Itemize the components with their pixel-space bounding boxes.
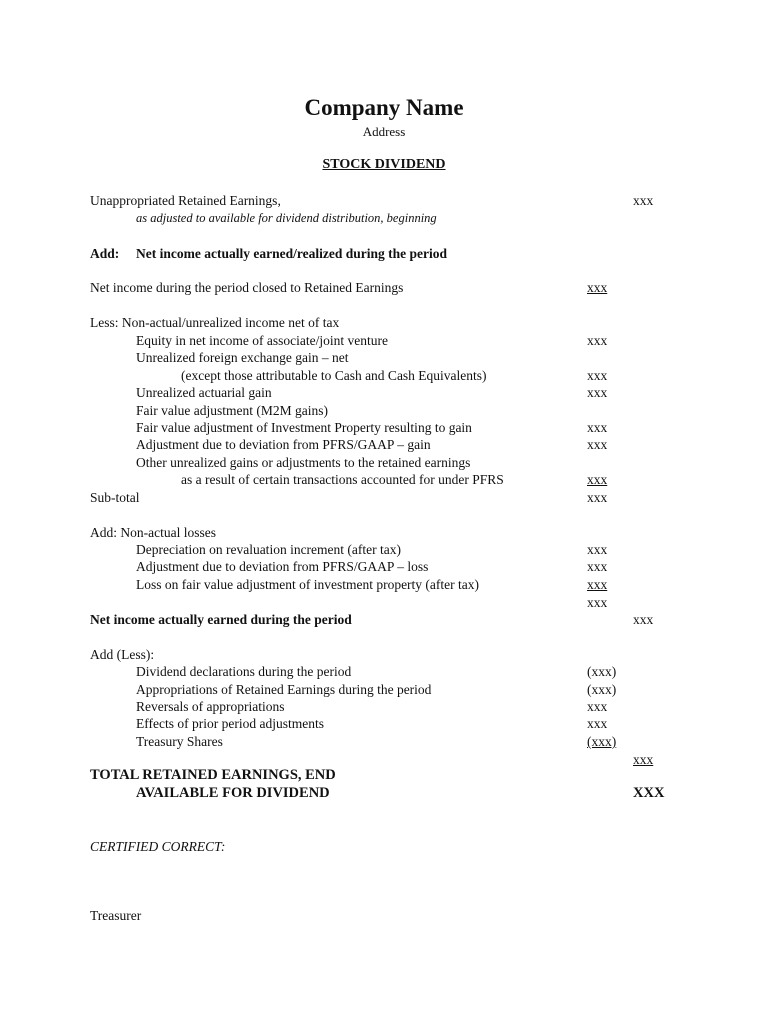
available-for-dividend-label: AVAILABLE FOR DIVIDEND — [136, 785, 330, 801]
subtotal-amount: xxx — [587, 490, 608, 505]
add-less-item-amount: (xxx) — [587, 682, 617, 697]
add-less-item-label: Treasury Shares — [136, 734, 223, 749]
net-income-earned-label: Net income actually earned during the period — [90, 612, 352, 627]
opening-balance-note: as adjusted to available for dividend distribution, beginning — [136, 211, 437, 225]
certification-label: CERTIFIED CORRECT: — [90, 839, 226, 854]
net-income-earned-amount: xxx — [633, 612, 654, 627]
loss-item-amount: xxx — [587, 542, 608, 557]
add-less-item-amount: (xxx) — [587, 664, 617, 679]
less-item-amount: xxx — [587, 437, 608, 452]
opening-balance-amount: xxx — [633, 193, 654, 208]
net-income-closed-label: Net income during the period closed to Retained Earnings — [90, 280, 404, 295]
non-actual-losses-heading: Add: Non-actual losses — [90, 525, 216, 540]
add-section-heading: Net income actually earned/realized during the period — [136, 246, 447, 261]
less-item-amount: xxx — [587, 420, 608, 435]
less-item-label: Adjustment due to deviation from PFRS/GAAP – gain — [136, 437, 431, 452]
less-item-amount: xxx — [587, 368, 608, 383]
less-item-label: Equity in net income of associate/joint venture — [136, 333, 388, 348]
less-item-label: Other unrealized gains or adjustments to the retained earnings — [136, 455, 471, 470]
add-less-item-label: Reversals of appropriations — [136, 699, 285, 714]
subtotal-label: Sub-total — [90, 490, 140, 505]
less-item-amount: xxx — [587, 472, 608, 487]
statement-title: STOCK DIVIDEND — [322, 157, 446, 172]
loss-item-amount: xxx — [587, 577, 608, 592]
add-less-item-label: Dividend declarations during the period — [136, 664, 352, 679]
add-less-item-amount: xxx — [587, 699, 608, 714]
less-item-label: Unrealized foreign exchange gain – net — [136, 350, 349, 365]
signatory-label: Treasurer — [90, 908, 142, 923]
add-less-total: xxx — [633, 752, 654, 767]
add-less-item-amount: xxx — [587, 716, 608, 731]
net-income-closed-amount: xxx — [587, 280, 608, 295]
company-name: Company Name — [304, 95, 464, 120]
loss-item-label: Loss on fair value adjustment of investment property (after tax) — [136, 577, 480, 592]
less-item-label: as a result of certain transactions accounted for under PFRS — [181, 472, 504, 487]
less-item-label: Fair value adjustment of Investment Property resulting to gain — [136, 420, 472, 435]
less-item-label: Fair value adjustment (M2M gains) — [136, 403, 328, 418]
opening-balance-label: Unappropriated Retained Earnings, — [90, 193, 281, 208]
company-address: Address — [362, 124, 406, 139]
less-item-amount: xxx — [587, 333, 608, 348]
non-actual-losses-total: xxx — [587, 595, 608, 610]
less-section-heading: Less: Non-actual/unrealized income net of tax — [90, 315, 340, 330]
add-less-heading: Add (Less): — [90, 647, 155, 662]
add-section-prefix: Add: — [90, 246, 120, 261]
add-less-item-label: Effects of prior period adjustments — [136, 716, 324, 731]
add-less-item-label: Appropriations of Retained Earnings during the period — [136, 682, 432, 697]
loss-item-label: Depreciation on revaluation increment (after tax) — [136, 542, 401, 557]
loss-item-amount: xxx — [587, 559, 608, 574]
add-less-item-amount: (xxx) — [587, 734, 617, 749]
total-retained-earnings-label: TOTAL RETAINED EARNINGS, END — [90, 767, 336, 783]
loss-item-label: Adjustment due to deviation from PFRS/GAAP – loss — [136, 559, 429, 574]
less-item-amount: xxx — [587, 385, 608, 400]
less-item-label: (except those attributable to Cash and Cash Equivalents) — [181, 368, 487, 383]
total-retained-earnings-amount: XXX — [633, 785, 665, 801]
less-item-label: Unrealized actuarial gain — [136, 385, 272, 400]
